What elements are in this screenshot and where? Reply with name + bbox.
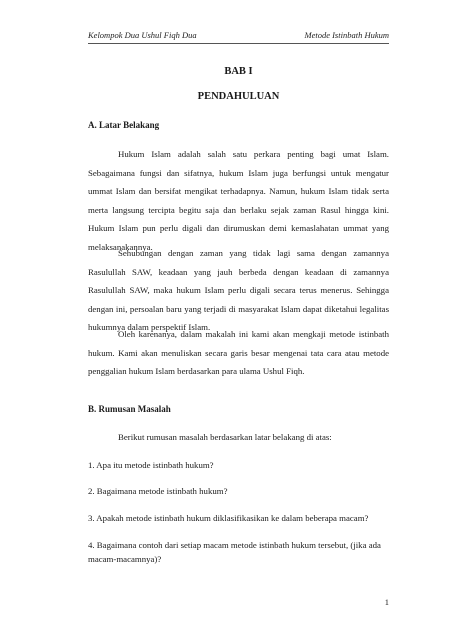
chapter-label: BAB I [224, 66, 253, 77]
list-item: 1. Apa itu metode istinbath hukum? [88, 460, 214, 470]
section-a-heading: A. Latar Belakang [88, 120, 160, 130]
header-left: Kelompok Dua Ushul Fiqh Dua [88, 30, 197, 40]
page-number: 1 [384, 597, 389, 607]
header-right: Metode Istinbath Hukum [304, 30, 389, 40]
chapter-title: PENDAHULUAN [197, 91, 280, 102]
section-b-intro: Berikut rumusan masalah berdasarkan latar belakang di atas: [118, 432, 332, 442]
paragraph-1: Hukum Islam adalah salah satu perkara penting bagi umat Islam. Sebagaimana fungsi dan sifatnya, hukum Islam juga berfungsi untuk mengatur ummat Islam dan bersifat mengikat terhadapnya. Namun, hukum Islam tidak serta merta langsung tercipta begitu saja dan berlaku sejak zaman Rasul hingga kini. Hukum Islam pun perlu digali dan dirumuskan demi kemaslahatan ummat yang melaksanakannya. [88, 149, 389, 252]
list-item: 2. Bagaimana metode istinbath hukum? [88, 486, 228, 496]
list-item: 3. Apakah metode istinbath hukum diklasifikasikan ke dalam beberapa macam? [88, 513, 369, 523]
section-b-heading: B. Rumusan Masalah [88, 404, 171, 414]
list-item: 4. Bagaimana contoh dari setiap macam metode istinbath hukum tersebut, (jika ada macam-macamnya)? [88, 540, 381, 564]
header-rule [88, 43, 389, 44]
paragraph-3: Oleh karenanya, dalam makalah ini kami akan mengkaji metode istinbath hukum. Kami akan menuliskan secara garis besar mengenai tata cara atau metode penggalian hukum Islam berdasarkan para ulama Ushul Fiqh. [88, 329, 389, 377]
paragraph-2: Sehubungan dengan zaman yang tidak lagi sama dengan zamannya Rasulullah SAW, keadaan yang jauh berbeda dengan keadaan di zamannya Rasulullah SAW, maka hukum Islam perlu digali secara terus menerus. Sehingga dengan ini, persoalan baru yang terjadi di masyarakat Islam dapat diketahui legalitas hukumnya dalam perspektif Islam. [88, 248, 389, 333]
